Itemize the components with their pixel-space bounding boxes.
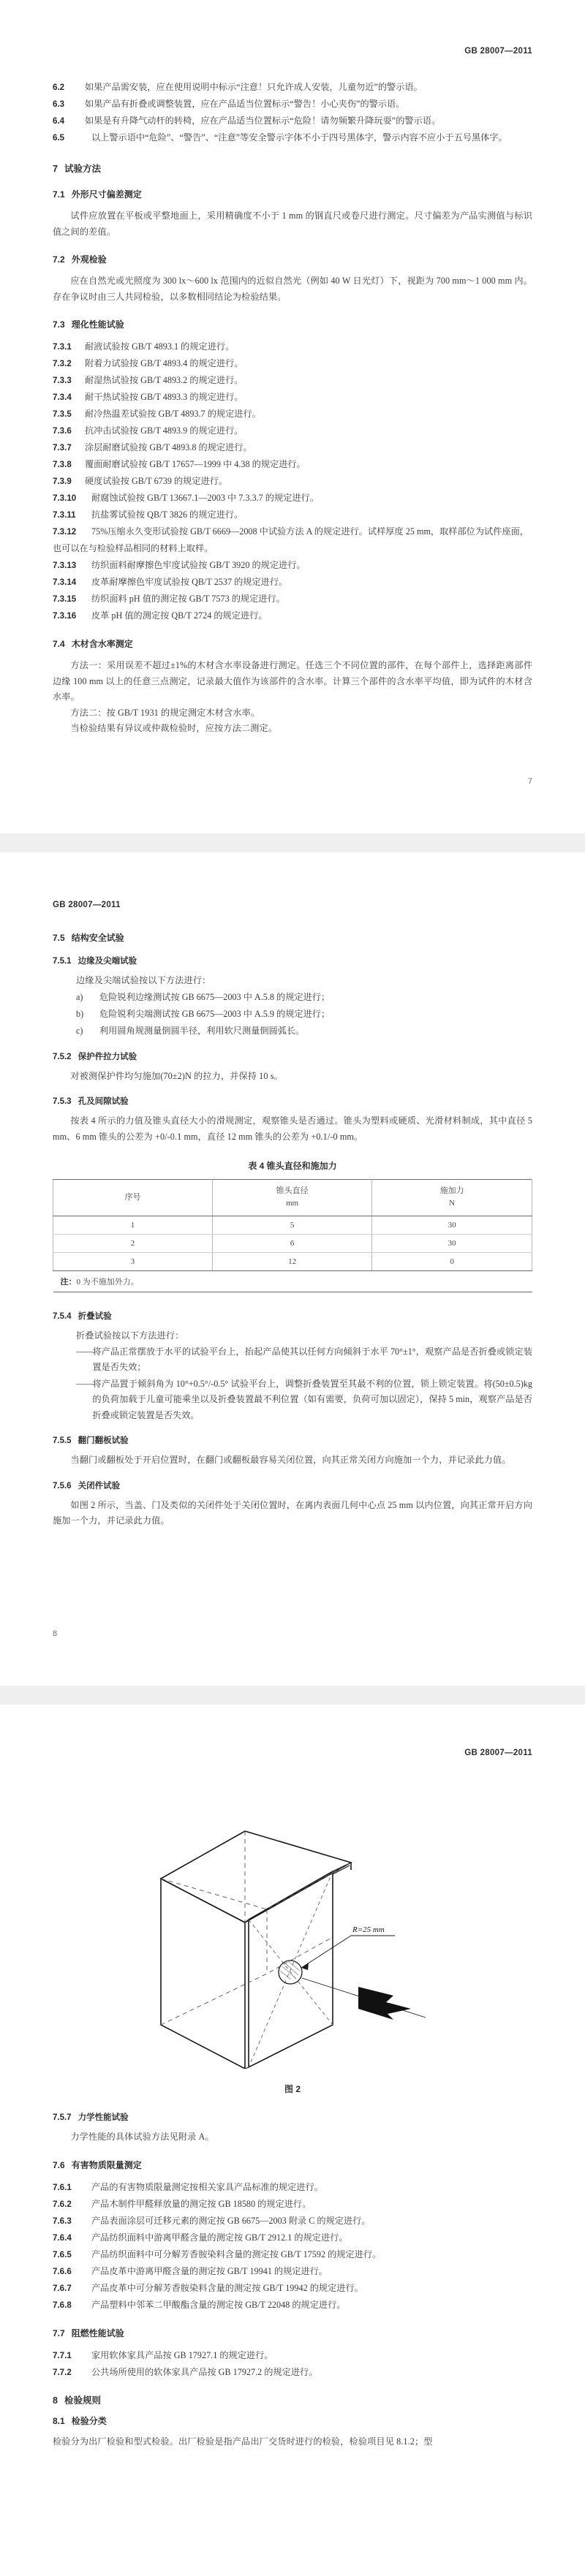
cell-force: 30	[372, 1216, 532, 1235]
table-col-header-force	[372, 1180, 532, 1216]
section-7-5-2-paragraph: 对被测保护件均匀施加(70±2)N 的拉力，并保持 10 s。	[70, 1070, 283, 1081]
page-2	[0, 852, 585, 1686]
section-7-2-paragraph: 应在自然光或光照度为 300 lx～600 lx 范围内的近似自然光（例如 40 W 日光灯）下，视距为 700 mm～1 000 mm 内。存在争议时由三人共同检验，以多数相同结论为检验结果。	[53, 276, 532, 302]
clause-number: 7.6.3	[53, 2216, 72, 2226]
clause-text: 耐湿热试验按 GB/T 4893.2 的规定进行。	[85, 375, 244, 385]
section-title: 理化性能试验	[71, 319, 124, 330]
clause-text: 产品表面涂层可迁移元素的测定按 GB 6675—2003 附录 C 的规定进行。	[91, 2215, 371, 2226]
clause-number: 7.3.14	[53, 577, 77, 587]
clause-text: 产品皮革中可分解芳香胺染料含量的测定按 GB/T 19942 的规定进行。	[91, 2282, 363, 2293]
clause-text: 附着力试验按 GB/T 4893.4 的规定进行。	[85, 358, 244, 368]
section-7-5-5-heading	[53, 1434, 532, 1446]
clause-7-3-14	[53, 574, 532, 591]
clause-7-3-1	[53, 338, 532, 355]
section-title: 力学性能试验	[78, 2113, 129, 2122]
clause-text: 公共场所使用的软体家具产品按 GB 17927.2 的规定进行。	[91, 2366, 318, 2377]
list-item-text: 危险锐利边缘测试按 GB 6675—2003 中 A.5.8 的规定进行；	[99, 991, 331, 1002]
clause-7-6-7	[53, 2280, 532, 2297]
section-7-2-heading	[53, 253, 532, 265]
section-title: 边缘及尖端试验	[78, 957, 137, 966]
clause-text: 产品塑料中邻苯二甲酸酯含量的测定按 GB/T 22048 的规定进行。	[91, 2299, 346, 2310]
cell-force: 30	[372, 1235, 532, 1253]
section-title: 木材含水率测定	[71, 639, 133, 649]
section-title: 阻燃性能试验	[71, 2327, 124, 2338]
section-number: 7.3	[53, 319, 65, 330]
standard-header-page3: GB 28007—2011	[464, 1749, 532, 1757]
clause-number: 7.3.15	[53, 594, 77, 604]
clause-text: 产品的有害物质限量测定按相关家具产品标准的规定进行。	[91, 2181, 323, 2192]
clause-7-3-12	[53, 523, 532, 557]
section-title: 关闭件试验	[78, 1481, 121, 1490]
section-7-5-4-lead: 折叠试验按以下方法进行：	[76, 1330, 184, 1341]
section-title: 保护件拉力试验	[78, 1052, 137, 1061]
clause-number: 7.6.5	[53, 2249, 72, 2259]
clause-number: 7.6.8	[53, 2300, 72, 2310]
clause-number: 7.3.6	[53, 426, 72, 436]
list-item-text: 将产品置于倾斜角为 10°+0.5°/-0.5° 试验平台上，调整折叠装置至其最不利的位置，锁上锁定装置。将(50±0.5)kg 的负荷加载于儿童可能乘坐以及折叠装置最不利位置（如有需要，负荷可加以固定），保持 5 min，观察产品是否折叠或锁定装置是否失效。	[92, 1378, 532, 1420]
clause-text: 产品纺织面料中游离甲醛含量的测定按 GB/T 2912.1 的规定进行。	[91, 2232, 348, 2243]
closure-test-diagram	[139, 1776, 446, 2069]
clause-7-6-5	[53, 2246, 532, 2263]
section-7-5-1-heading	[53, 955, 532, 966]
section-7-heading	[53, 162, 532, 175]
list-item-text: 利用圆角规测量倒圆半径，利用软尺测量倒圆弧长。	[99, 1025, 305, 1036]
clause-text: 如果是有升降气动杆的转椅，应在产品适当位置标示“危险！请勿频繁升降玩耍”的警示语。	[85, 115, 441, 126]
header-title: 序号	[124, 1192, 141, 1202]
clause-6-3	[53, 96, 532, 113]
clause-7-3-3	[53, 372, 532, 389]
cell-diameter: 6	[213, 1235, 372, 1253]
section-title: 孔及间隙试验	[78, 1097, 129, 1106]
section-title: 检验分类	[71, 2415, 107, 2426]
leader-arrowhead	[301, 1963, 309, 1970]
clause-number: 6.5	[53, 133, 65, 143]
clause-number: 7.3.1	[53, 342, 72, 352]
clause-7-3-7	[53, 439, 532, 456]
table-header-row	[53, 1180, 532, 1216]
section-number: 7.5.1	[53, 957, 72, 966]
table-body	[53, 1216, 532, 1271]
clause-text: 纺织面料 pH 值的测定按 GB/T 7573 的规定进行。	[91, 594, 285, 604]
table-row	[53, 1253, 532, 1271]
section-7-5-heading	[53, 931, 532, 944]
clause-text: 产品木制件甲醛释放量的测定按 GB 18580 的规定进行。	[91, 2198, 312, 2209]
section-number: 7.2	[53, 254, 65, 265]
section-number: 7.7	[53, 2327, 65, 2338]
section-number: 8.1	[53, 2415, 65, 2426]
clause-number: 7.3.4	[53, 393, 72, 402]
cell-seq: 1	[53, 1216, 213, 1235]
clause-text: 皮革 pH 值的测定按 QB/T 2724 的规定进行。	[91, 610, 268, 621]
section-7-4-paragraph-3: 当检验结果有异议或仲裁检验时，应按方法二测定。	[70, 723, 278, 733]
clause-text: 皮革耐摩擦色牢度试验按 QB/T 2537 的规定进行。	[91, 577, 288, 587]
list-marker: ——	[76, 1346, 93, 1357]
section-7-7-heading	[53, 2327, 532, 2339]
clause-text: 产品皮革中游离甲醛含量的测定按 GB/T 19941 的规定进行。	[91, 2265, 328, 2276]
cell-seq: 2	[53, 1235, 213, 1253]
section-7-5-3-heading	[53, 1095, 532, 1107]
clause-number: 7.6.1	[53, 2182, 72, 2192]
section-7-5-3-paragraph: 按表 4 所示的力值及锥头直径大小的滑规测定，观察锥头是否通过。锥头为塑料或硬质、光滑材料制成，其中直径 5 mm、6 mm 锥头的公差为 +0/-0.1 mm，直径 12 mm 锥头的公差为 +0.1/-0 mm。	[53, 1115, 532, 1142]
header-unit: N	[449, 1199, 456, 1208]
clause-number: 7.6.2	[53, 2199, 72, 2209]
table-foot	[53, 1271, 532, 1292]
list-item	[76, 1006, 532, 1023]
section-7-5-5-paragraph: 当翻门或翻板处于开启位置时，在翻门或翻板最容易关闭位置，向其正常关闭方向施加一个力，并记录此力值。	[70, 1455, 511, 1465]
table-row	[53, 1235, 532, 1253]
clause-7-3-13	[53, 557, 532, 574]
clause-text: 耐冷热温差试验按 GB/T 4893.7 的规定进行。	[85, 409, 261, 419]
clause-number: 7.3.13	[53, 561, 77, 570]
clause-number: 7.3.11	[53, 510, 76, 520]
clause-7-6-3	[53, 2213, 532, 2230]
clause-7-7-2	[53, 2364, 532, 2381]
clause-7-6-4	[53, 2230, 532, 2246]
page-number-1: 7	[527, 777, 532, 786]
clause-number: 7.3.16	[53, 611, 77, 621]
section-7-4-paragraph-1: 方法一：采用误差不超过±1%的木材含水率设备进行测定。任选三个不同位置的部件，在每个部件上，选择距离部件边缘 100 mm 以上的任意三点测定，记录最大值作为该部件的含水率。计算三个部件的含水率平均值，即为试件的木材含水率。	[53, 660, 532, 702]
clause-text: 如果产品需安装，应在使用说明中标示“注意！只允许成人安装，儿童勿近”的警示语。	[85, 82, 423, 92]
cell-diameter: 5	[213, 1216, 372, 1235]
clause-number: 7.3.2	[53, 359, 72, 368]
clause-number: 7.3.8	[53, 460, 72, 469]
section-title: 试验方法	[64, 164, 101, 174]
clause-number: 7.3.3	[53, 376, 72, 385]
note-label: 注：	[60, 1278, 77, 1287]
clause-7-6-2	[53, 2196, 532, 2213]
section-7-3-heading	[53, 318, 532, 330]
page-1	[0, 0, 585, 833]
clause-number: 7.6.6	[53, 2266, 72, 2276]
clause-7-3-15	[53, 591, 532, 607]
section-title: 外形尺寸偏差测定	[71, 189, 142, 200]
header-title: 锥头直径	[276, 1186, 309, 1195]
section-number: 7.4	[53, 639, 65, 649]
section-number: 7.5.5	[53, 1436, 72, 1445]
clause-6-5	[53, 129, 532, 146]
clause-number: 6.4	[53, 116, 65, 126]
section-8-1-paragraph: 检验分为出厂检验和型式检验。出厂检验是指产品出厂交货时进行的检验，检验项目见 8.1.2；型	[53, 2436, 433, 2447]
section-7-5-7-paragraph: 力学性能的具体试验方法见附录 A。	[70, 2132, 214, 2142]
table-note-row	[53, 1271, 532, 1292]
standard-header-page1: GB 28007—2011	[464, 47, 532, 56]
clause-text: 耐干热试验按 GB/T 4893.3 的规定进行。	[85, 392, 244, 402]
section-7-5-1-lead: 边缘及尖端试验按以下方法进行：	[76, 975, 211, 985]
clause-text: 纺织面料耐摩擦色牢度试验按 GB/T 3920 的规定进行。	[91, 560, 306, 570]
page-3	[0, 1705, 585, 2576]
section-7-6-heading	[53, 2159, 532, 2171]
clause-text: 产品纺织面料中可分解芳香胺染料含量的测定按 GB/T 17592 的规定进行。	[91, 2249, 382, 2259]
cell-seq: 3	[53, 1253, 213, 1271]
figure-radius-label: R=25 mm	[352, 1925, 385, 1934]
section-number: 7.5.6	[53, 1481, 72, 1490]
section-title: 有害物质限量测定	[71, 2159, 142, 2170]
section-title: 翻门翻板试验	[78, 1436, 129, 1445]
cell-force: 0	[372, 1253, 532, 1271]
section-7-5-4-heading	[53, 1310, 532, 1322]
clause-text: 覆面耐磨试验按 GB/T 17657—1999 中 4.38 的规定进行。	[85, 459, 306, 469]
clause-number: 7.3.7	[53, 443, 72, 452]
table-head	[53, 1180, 532, 1216]
section-number: 7.5.7	[53, 2113, 72, 2122]
clause-number: 6.3	[53, 99, 65, 109]
list-item-text: 将产品正常摆放于水平的试验平台上，抬起产品使其以任何方向倾斜于水平 70°±1°，观察产品是否折叠或锁定装置是否失效；	[92, 1346, 532, 1372]
clause-text: 家用软体家具产品按 GB 17927.1 的规定进行。	[91, 2349, 273, 2360]
list-marker: b)	[76, 1008, 84, 1019]
clause-number: 7.6.7	[53, 2283, 72, 2293]
section-number: 8	[53, 2395, 58, 2406]
header-unit: mm	[286, 1199, 299, 1208]
section-7-5-1-list	[76, 989, 532, 1039]
clause-7-3-16	[53, 607, 532, 624]
section-8-heading	[53, 2393, 532, 2406]
clause-number: 7.3.9	[53, 477, 72, 486]
section-number: 7.5	[53, 933, 65, 943]
clause-7-7-1	[53, 2347, 532, 2364]
clause-7-3-6	[53, 423, 532, 439]
cell-diameter: 12	[213, 1253, 372, 1271]
force-arrow	[358, 1987, 411, 2020]
clause-7-3-4	[53, 389, 532, 406]
clause-text: 抗冲击试验按 GB/T 4893.9 的规定进行。	[85, 425, 244, 436]
list-marker: ——	[76, 1378, 93, 1389]
section-number: 7.5.3	[53, 1097, 72, 1106]
clause-number: 7.3.12	[53, 527, 77, 537]
page-gap-1	[0, 833, 585, 852]
section-7-1-heading	[53, 188, 532, 200]
standard-header-page2: GB 28007—2011	[53, 901, 121, 909]
clause-text: 耐腐蚀试验按 GB/T 13667.1—2003 中 7.3.3.7 的规定进行。	[91, 493, 319, 503]
list-marker: c)	[76, 1025, 83, 1036]
table-4-caption: 表 4 锥头直径和施加力	[248, 1161, 337, 1171]
leader-line	[301, 1936, 395, 1968]
clause-7-3-2	[53, 355, 532, 372]
clause-text: 涂层耐磨试验按 GB/T 4893.8 的规定进行。	[85, 442, 252, 452]
section-7-1-paragraph: 试件应放置在平板或平整地面上，采用精确度不小于 1 mm 的钢直尺或卷尺进行测定。尺寸偏差为产品实测值与标识值之间的差值。	[53, 211, 532, 237]
clause-7-3-11	[53, 507, 532, 523]
list-item	[76, 1023, 532, 1039]
table-col-header-seq	[53, 1180, 213, 1216]
clause-number: 7.6.4	[53, 2232, 72, 2243]
header-title: 施加力	[439, 1186, 464, 1195]
clause-number: 7.7.1	[53, 2350, 72, 2360]
clause-text: 抗盐雾试验按 QB/T 3826 的规定进行。	[91, 509, 244, 520]
list-marker: a)	[76, 991, 83, 1002]
clause-6-4	[53, 113, 532, 129]
section-title: 外观检验	[71, 254, 107, 265]
page-gap-2	[0, 1686, 585, 1705]
clause-number: 7.7.2	[53, 2367, 72, 2377]
section-title: 结构安全试验	[71, 933, 124, 943]
section-title: 折叠试验	[78, 1312, 112, 1321]
clause-text: 如果产品有折叠或调整装置，应在产品适当位置标示“警告！小心夹伤”的警示语。	[85, 99, 405, 109]
table-note	[53, 1271, 532, 1292]
list-item	[76, 1344, 532, 1376]
clause-7-6-8	[53, 2297, 532, 2314]
clause-text: 硬度试验按 GB/T 6739 的规定进行。	[85, 476, 228, 486]
clause-6-2	[53, 79, 532, 96]
section-number: 7.6	[53, 2159, 65, 2170]
clause-7-3-9	[53, 473, 532, 490]
section-7-5-6-paragraph: 如图 2 所示，当盖、门及类似的关闭件处于关闭位置时，在离内表面几何中心点 25 mm 以内位置，向其正常开启方向施加一个力，并记录此力值。	[53, 1499, 532, 1526]
section-number: 7.1	[53, 189, 65, 200]
note-text: 0 为不施加外力。	[76, 1278, 139, 1287]
list-item	[76, 989, 532, 1006]
table-row	[53, 1216, 532, 1235]
section-title: 检验规则	[64, 2395, 101, 2406]
section-7-5-7-heading	[53, 2111, 532, 2123]
section-8-1-heading	[53, 2414, 532, 2427]
clause-7-6-1	[53, 2179, 532, 2196]
page-number-2: 8	[53, 1629, 58, 1638]
section-7-5-4-list	[76, 1344, 532, 1424]
clause-7-3-5	[53, 406, 532, 423]
figure-2	[53, 1776, 532, 2095]
table-4	[53, 1179, 532, 1292]
section-7-5-2-heading	[53, 1050, 532, 1062]
clause-7-3-10	[53, 490, 532, 507]
section-7-5-6-heading	[53, 1480, 532, 1491]
list-item-text: 危险锐利尖端测试按 GB 6675—2003 中 A.5.9 的规定进行；	[99, 1008, 331, 1019]
clause-7-6-6	[53, 2263, 532, 2280]
clause-7-3-8	[53, 456, 532, 473]
table-col-header-diameter	[213, 1180, 372, 1216]
section-number: 7	[53, 164, 58, 174]
list-item	[76, 1376, 532, 1424]
section-number: 7.5.4	[53, 1312, 72, 1321]
clause-text: 75%压缩永久变形试验按 GB/T 6669—2008 中试验方法 A 的规定进行。试样厚度 25 mm，取样部位为试件座面，也可以在与检验样品相同的材料上取样。	[53, 526, 529, 553]
section-7-4-heading	[53, 637, 532, 650]
section-7-4-paragraph-2: 方法二：按 GB/T 1931 的规定测定木材含水率。	[70, 707, 260, 718]
clause-number: 7.3.10	[53, 493, 77, 503]
clause-text: 耐液试验按 GB/T 4893.1 的规定进行。	[85, 341, 235, 352]
figure-2-caption: 图 2	[284, 2084, 301, 2094]
section-number: 7.5.2	[53, 1052, 72, 1061]
clause-text: 以上警示语中“危险”、“警告”、“注意”等安全警示字体不小于四号黑体字，警示内容不应小于五号黑体字。	[91, 132, 507, 143]
clause-number: 7.3.5	[53, 409, 72, 419]
clause-number: 6.2	[53, 83, 65, 92]
